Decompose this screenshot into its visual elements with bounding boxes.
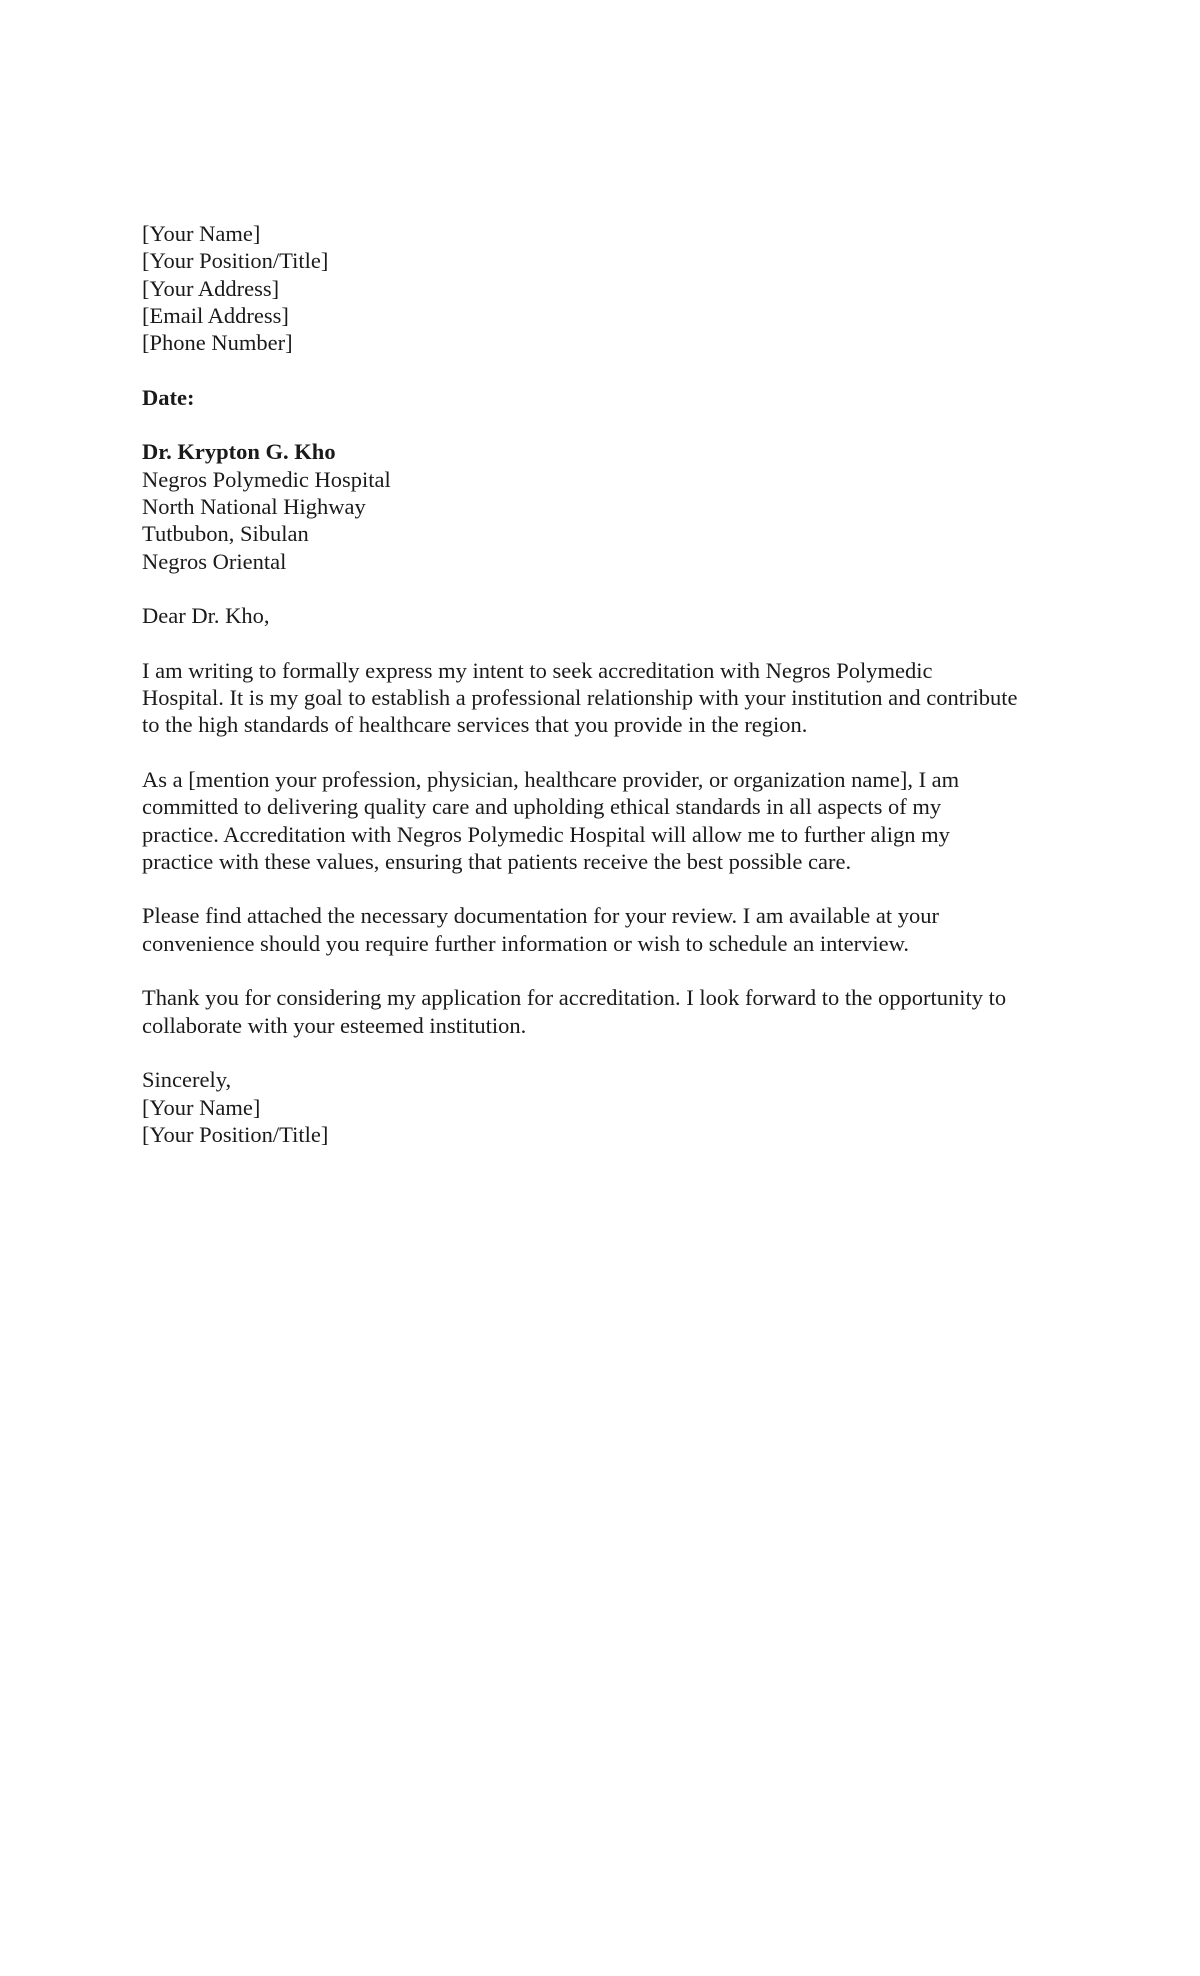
paragraph-line: Hospital. It is my goal to establish a professional relationship with your institution and contribute <box>142 685 1018 711</box>
paragraph-line: Please find attached the necessary documentation for your review. I am available at your <box>142 903 939 929</box>
salutation: Dear Dr. Kho, <box>142 603 270 629</box>
recipient-name: Dr. Krypton G. Kho <box>142 439 336 465</box>
closing-name: [Your Name] <box>142 1094 261 1120</box>
sender-email: [Email Address] <box>142 302 289 328</box>
sender-phone: [Phone Number] <box>142 330 293 356</box>
body-paragraph-2 <box>142 766 1072 875</box>
paragraph-line: committed to delivering quality care and upholding ethical standards in all aspects of my <box>142 794 942 820</box>
paragraph-line: to the high standards of healthcare services that you provide in the region. <box>142 712 808 738</box>
paragraph-line: I am writing to formally express my intent to seek accreditation with Negros Polymedic <box>142 657 933 683</box>
paragraph-line: Thank you for considering my application for accreditation. I look forward to the opportunity to <box>142 985 1007 1011</box>
paragraph-line: practice with these values, ensuring that patients receive the best possible care. <box>142 848 852 874</box>
recipient-province: Negros Oriental <box>142 548 287 574</box>
closing-block <box>142 1066 1072 1148</box>
spacer <box>142 1039 1072 1066</box>
spacer <box>142 739 1072 766</box>
date-label: Date: <box>142 384 195 410</box>
body-paragraph-3 <box>142 902 1072 957</box>
spacer <box>142 356 1072 383</box>
recipient-locality: Tutbubon, Sibulan <box>142 521 309 547</box>
paragraph-line: As a [mention your profession, physician, healthcare provider, or organization name], I am <box>142 766 960 792</box>
valediction: Sincerely, <box>142 1067 232 1093</box>
spacer <box>142 629 1072 656</box>
recipient-block <box>142 438 1072 574</box>
date-block <box>142 384 1072 411</box>
spacer <box>142 575 1072 602</box>
closing-position: [Your Position/Title] <box>142 1121 329 1147</box>
body-paragraph-4 <box>142 984 1072 1039</box>
recipient-organization: Negros Polymedic Hospital <box>142 466 391 492</box>
paragraph-line: practice. Accreditation with Negros Polymedic Hospital will allow me to further align my <box>142 821 950 847</box>
body-paragraph-1 <box>142 657 1072 739</box>
paragraph-line: convenience should you require further information or wish to schedule an interview. <box>142 930 910 956</box>
sender-block <box>142 220 1072 356</box>
letter-body <box>142 220 1072 1148</box>
salutation-block <box>142 602 1072 629</box>
paragraph-line: collaborate with your esteemed institution. <box>142 1012 527 1038</box>
spacer <box>142 875 1072 902</box>
sender-position: [Your Position/Title] <box>142 248 329 274</box>
spacer <box>142 411 1072 438</box>
recipient-street: North National Highway <box>142 493 366 519</box>
spacer <box>142 957 1072 984</box>
sender-address: [Your Address] <box>142 275 280 301</box>
sender-name: [Your Name] <box>142 221 261 246</box>
